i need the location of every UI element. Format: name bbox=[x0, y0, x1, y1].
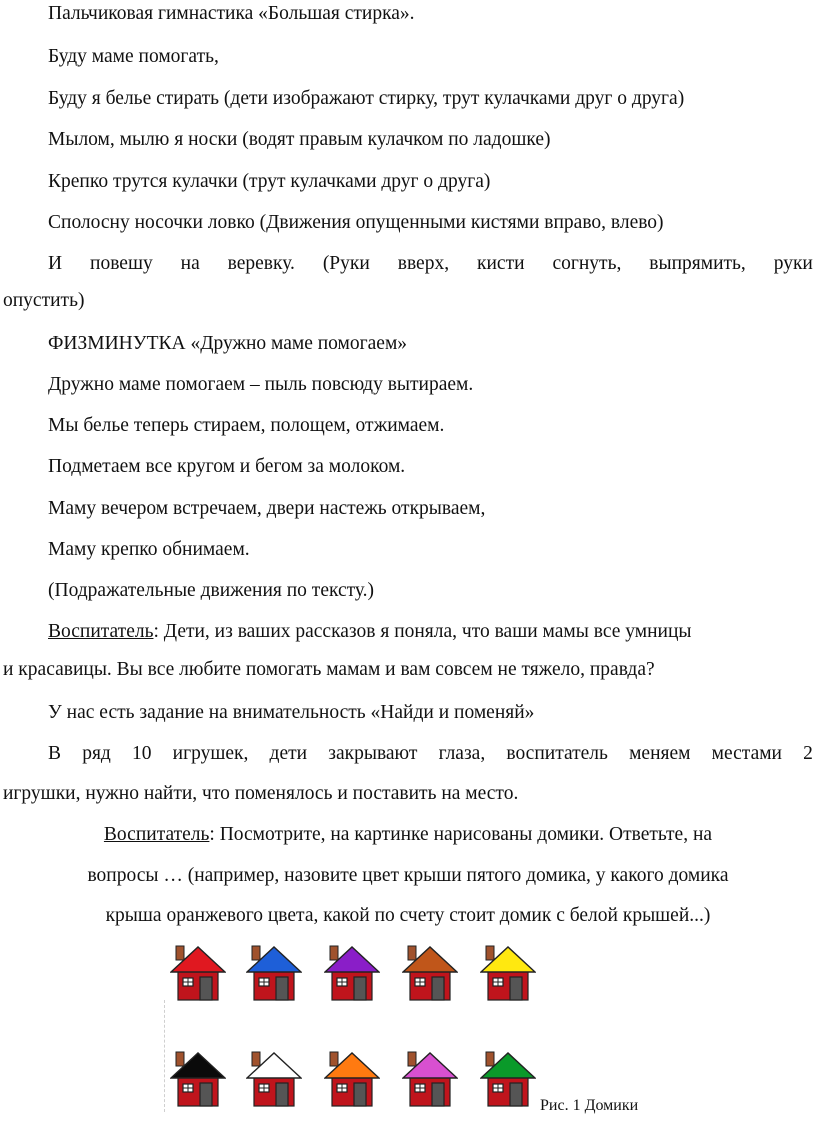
text-line: игрушки, нужно найти, что поменялось и поставить на место. bbox=[3, 783, 519, 804]
text-line: Крепко трутся кулачки (трут кулачками друг о друга) bbox=[48, 171, 491, 192]
word: (Руки bbox=[322, 253, 370, 274]
word: воспитатель bbox=[506, 743, 608, 764]
poem-line: (Подражательные движения по тексту.) bbox=[48, 580, 375, 601]
word: дети bbox=[269, 743, 308, 764]
house-icon bbox=[480, 944, 536, 1002]
word: И bbox=[48, 253, 63, 274]
physminute-title: ФИЗМИНУТКА «Дружно маме помогаем» bbox=[48, 333, 408, 354]
poem-line: Мы белье теперь стираем, полощем, отжимаем. bbox=[48, 415, 445, 436]
text-line: опустить) bbox=[3, 290, 85, 311]
teacher-line bbox=[0, 823, 816, 847]
word: руки bbox=[773, 253, 813, 274]
word: выпрямить, bbox=[649, 253, 746, 274]
house-icon bbox=[170, 944, 226, 1002]
word: игрушек, bbox=[172, 743, 249, 764]
text-line: крыша оранжевого цвета, какой по счету стоит домик с белой крышей...) bbox=[105, 905, 711, 926]
text-line: вопросы … (например, назовите цвет крыши пятого домика, у какого домика bbox=[87, 865, 729, 886]
word: веревку. bbox=[227, 253, 295, 274]
word: согнуть, bbox=[552, 253, 622, 274]
word: кисти bbox=[477, 253, 525, 274]
poem-line: Дружно маме помогаем – пыль повсюду вытираем. bbox=[48, 374, 474, 395]
house-icon bbox=[480, 1050, 536, 1108]
text-line: Мылом, мылю я носки (водят правым кулачком по ладошке) bbox=[48, 129, 551, 150]
word: ряд bbox=[82, 743, 111, 764]
justified-line bbox=[48, 252, 813, 276]
text-line: У нас есть задание на внимательность «Найди и поменяй» bbox=[48, 702, 535, 723]
word: 2 bbox=[803, 743, 813, 764]
text-line: Буду я белье стирать (дети изображают стирку, трут кулачками друг о друга) bbox=[48, 88, 685, 109]
house-icon bbox=[402, 1050, 458, 1108]
poem-line: Подметаем все кругом и бегом за молоком. bbox=[48, 456, 406, 477]
house-icon bbox=[324, 1050, 380, 1108]
word: закрывают bbox=[328, 743, 418, 764]
text-line: Сполосну носочки ловко (Движения опущенными кистями вправо, влево) bbox=[48, 212, 664, 233]
text-line: и красавицы. Вы все любите помогать мамам и вам совсем не тяжело, правда? bbox=[3, 659, 655, 680]
house-icon bbox=[246, 944, 302, 1002]
word: В bbox=[48, 743, 62, 764]
word: местами bbox=[711, 743, 782, 764]
poem-line: Маму вечером встречаем, двери настежь открываем, bbox=[48, 498, 486, 519]
gymnastics-title: Пальчиковая гимнастика «Большая стирка». bbox=[48, 3, 415, 24]
word: глаза, bbox=[438, 743, 486, 764]
word: меняем bbox=[629, 743, 691, 764]
house-icon bbox=[246, 1050, 302, 1108]
figure-caption: Рис. 1 Домики bbox=[540, 1097, 639, 1114]
teacher-text: : Дети, из ваших рассказов я поняла, что ваши мамы все умницы bbox=[153, 621, 692, 642]
word: повешу bbox=[90, 253, 153, 274]
poem-line: Маму крепко обнимаем. bbox=[48, 539, 250, 560]
teacher-line bbox=[48, 620, 691, 644]
houses-figure bbox=[164, 940, 544, 1115]
teacher-text: : Посмотрите, на картинке нарисованы домики. Ответьте, на bbox=[209, 824, 713, 845]
teacher-label: Воспитатель bbox=[48, 621, 154, 642]
word: на bbox=[180, 253, 200, 274]
text-line: Буду маме помогать, bbox=[48, 46, 219, 67]
house-icon bbox=[324, 944, 380, 1002]
teacher-label: Воспитатель bbox=[103, 824, 210, 845]
house-icon bbox=[170, 1050, 226, 1108]
word: вверх, bbox=[397, 253, 450, 274]
word: 10 bbox=[132, 743, 152, 764]
justified-line bbox=[48, 742, 813, 766]
house-icon bbox=[402, 944, 458, 1002]
